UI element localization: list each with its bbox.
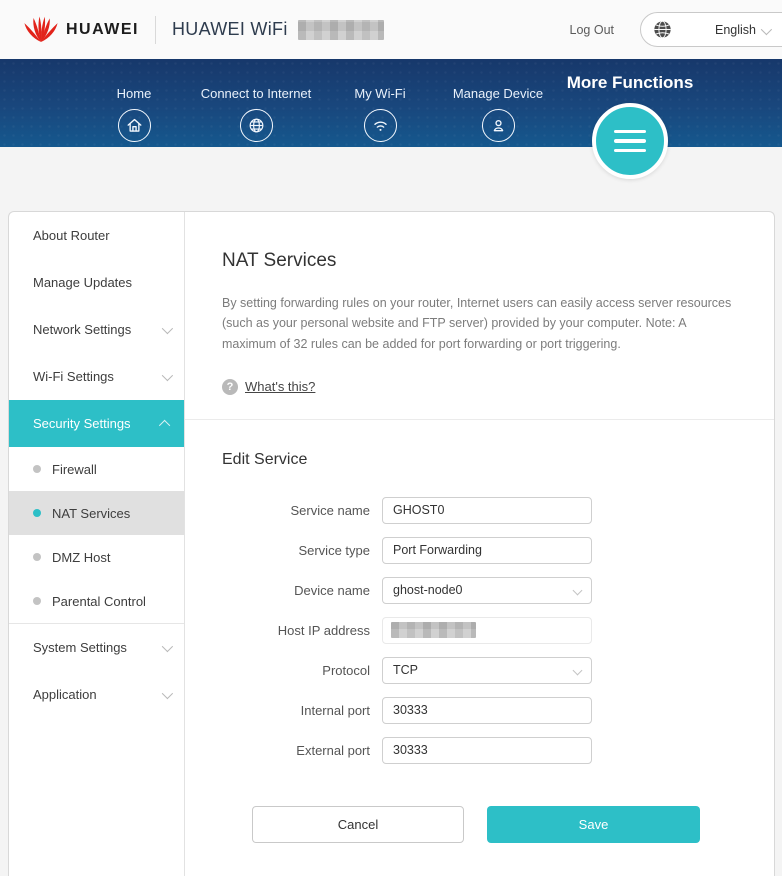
sidebar-item-manage-updates[interactable]: [9, 259, 184, 306]
bullet-icon: [33, 553, 41, 561]
chevron-down-icon: [573, 665, 583, 675]
device-name-label: Device name: [294, 582, 370, 598]
sidebar-item-system-settings[interactable]: [9, 624, 184, 671]
sidebar-label: Network Settings: [33, 322, 132, 337]
protocol-value: TCP: [393, 663, 418, 678]
sidebar-item-wifi-settings[interactable]: [9, 353, 184, 400]
wifi-icon: [364, 109, 397, 142]
sidebar-item-security-settings[interactable]: [9, 400, 184, 447]
form-actions: [252, 806, 741, 843]
sidebar-label: Wi-Fi Settings: [33, 369, 114, 384]
protocol-label: Protocol: [322, 662, 370, 678]
huawei-logo-icon: [24, 15, 58, 45]
more-functions-menu-button[interactable]: [592, 103, 668, 179]
edit-service-title: Edit Service: [222, 450, 308, 468]
sidebar-subitem-dmz-host[interactable]: [9, 535, 184, 579]
sidebar-label: About Router: [33, 228, 110, 243]
sidebar-label: Manage Updates: [33, 275, 133, 290]
internet-globe-icon: [240, 109, 273, 142]
internal-port-input[interactable]: [383, 698, 591, 723]
globe-icon: [653, 20, 672, 39]
service-name-label: Service name: [290, 502, 370, 518]
nat-services-panel: [185, 212, 774, 876]
section-divider: [185, 419, 774, 420]
huawei-brand: [24, 15, 139, 45]
save-button[interactable]: Save: [487, 806, 700, 843]
chevron-up-icon: [159, 419, 170, 430]
internal-port-field-wrap: [382, 697, 592, 724]
sidebar-label: Application: [33, 687, 97, 702]
external-port-input[interactable]: [383, 738, 591, 763]
sidebar-subitem-firewall[interactable]: [9, 447, 184, 491]
sidebar-subitem-nat-services[interactable]: [9, 491, 184, 535]
form-row-external-port: [222, 737, 741, 764]
chevron-down-icon: [162, 640, 173, 651]
host-ip-label: Host IP address: [277, 622, 370, 638]
top-header: [0, 0, 782, 59]
product-name: HUAWEI WiFi: [172, 19, 288, 39]
service-type-value-box: Port Forwarding: [382, 537, 592, 564]
bullet-icon: [33, 465, 41, 473]
chevron-down-icon: [573, 585, 583, 595]
chevron-down-icon: [162, 687, 173, 698]
nav-item-home[interactable]: [64, 86, 204, 142]
sidebar-item-application[interactable]: [9, 671, 184, 718]
bullet-icon: [33, 597, 41, 605]
home-icon: [118, 109, 151, 142]
sidebar-item-about-router[interactable]: [9, 212, 184, 259]
chevron-down-icon: [162, 369, 173, 380]
chevron-down-icon: [162, 322, 173, 333]
sidebar-subitem-parental-control[interactable]: [9, 579, 184, 623]
protocol-select[interactable]: [382, 657, 592, 684]
content-card: [8, 211, 775, 876]
form-row-service-type: [222, 537, 741, 564]
help-row: [222, 379, 741, 395]
brand-name: HUAWEI: [66, 20, 139, 38]
bullet-icon: [33, 509, 41, 517]
header-divider: [155, 16, 156, 44]
edit-service-form: [222, 497, 741, 764]
settings-sidebar: [9, 212, 185, 876]
logout-link[interactable]: Log Out: [569, 22, 614, 37]
sidebar-sublabel: Parental Control: [52, 593, 146, 609]
external-port-label: External port: [296, 742, 370, 758]
nav-item-connect-to-internet[interactable]: [186, 86, 326, 142]
service-type-label: Service type: [298, 542, 370, 558]
page-description: By setting forwarding rules on your router, Internet users can easily access server resources (such as your personal website and FTP server) provided by your computer. Note: A maximum of 32 rules can be added for port forwarding or port triggering.: [222, 296, 732, 351]
cancel-button[interactable]: Cancel: [252, 806, 464, 843]
host-ip-redacted-blur: [391, 622, 476, 638]
device-user-icon: [482, 109, 515, 142]
form-row-device-name: [222, 577, 741, 604]
question-mark-icon: ?: [222, 379, 238, 395]
sidebar-item-network-settings[interactable]: [9, 306, 184, 353]
sidebar-label: Security Settings: [33, 416, 131, 431]
form-row-service-name: [222, 497, 741, 524]
language-selector[interactable]: [640, 12, 782, 47]
nav-item-manage-device[interactable]: [428, 86, 568, 142]
nav-item-more-functions[interactable]: More Functions: [566, 73, 694, 92]
form-row-internal-port: [222, 697, 741, 724]
nav-home-label: Home: [116, 86, 152, 101]
service-name-field-wrap: [382, 497, 592, 524]
page-title: NAT Services: [222, 250, 337, 271]
nav-wifi-label: My Wi-Fi: [354, 86, 406, 101]
form-row-protocol: [222, 657, 741, 684]
sidebar-sublabel: DMZ Host: [52, 549, 111, 565]
host-ip-field: [382, 617, 592, 644]
whats-this-link[interactable]: What's this?: [245, 379, 316, 395]
service-name-input[interactable]: [383, 498, 591, 523]
product-name-redacted-blur: [298, 20, 384, 40]
device-name-select[interactable]: [382, 577, 592, 604]
sidebar-sublabel: NAT Services: [52, 505, 131, 521]
form-row-host-ip: [222, 617, 741, 644]
nav-device-label: Manage Device: [452, 86, 544, 101]
nav-internet-label: Connect to Internet: [200, 86, 312, 101]
sidebar-label: System Settings: [33, 640, 127, 655]
sidebar-sublabel: Firewall: [52, 461, 97, 477]
device-name-value: ghost-node0: [393, 583, 463, 598]
menu-icon: [614, 130, 646, 134]
internal-port-label: Internal port: [300, 702, 370, 718]
language-value: English: [715, 22, 756, 37]
external-port-field-wrap: [382, 737, 592, 764]
